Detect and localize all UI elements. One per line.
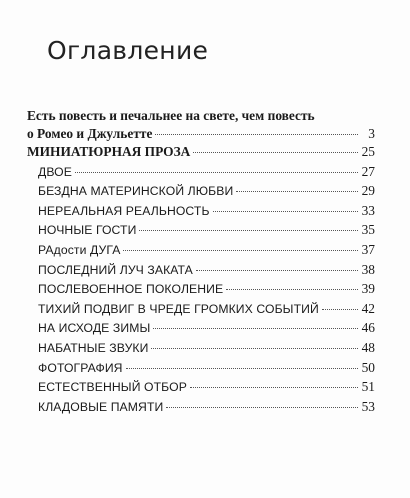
- toc-intro-page: 3: [368, 125, 375, 141]
- toc-entry-row: [27, 183, 375, 203]
- toc-entry-row: [27, 281, 375, 301]
- toc-entry-row: [27, 222, 375, 242]
- dot-leader: [213, 211, 358, 212]
- toc-entry-row: [27, 262, 375, 282]
- dot-leader: [193, 152, 358, 153]
- toc-entry-page: 27: [361, 163, 375, 179]
- dot-leader: [236, 191, 358, 192]
- toc-entry-label: НА ИСХОДЕ ЗИМЫ: [38, 321, 151, 336]
- toc-entry-label: НАБАТНЫЕ ЗВУКИ: [38, 340, 149, 355]
- dot-leader: [75, 172, 358, 173]
- toc-entry-row: [27, 399, 375, 419]
- dot-leader: [155, 134, 358, 135]
- toc-section-row: [27, 144, 375, 164]
- toc-entry-page: 39: [361, 281, 375, 297]
- toc-entry-label: ДВОЕ: [38, 164, 72, 179]
- toc-section-page: 25: [361, 144, 375, 159]
- table-of-contents: [27, 107, 375, 418]
- toc-entry-row: [27, 164, 375, 184]
- dot-leader: [153, 328, 358, 329]
- toc-intro-entry: [27, 107, 375, 142]
- toc-intro-row: [27, 125, 375, 143]
- toc-entry-page: 38: [361, 261, 375, 277]
- toc-entry-row: [27, 203, 375, 223]
- toc-intro-line1: Есть повесть и печальнее на свете, чем повесть: [27, 108, 315, 123]
- dot-leader: [196, 270, 358, 271]
- toc-entry-label: ЕСТЕСТВЕННЫЙ ОТБОР: [38, 380, 187, 395]
- toc-entry-label: ПОСЛЕДНИЙ ЛУЧ ЗАКАТА: [38, 262, 193, 277]
- toc-entry-label: ТИХИЙ ПОДВИГ В ЧРЕДЕ ГРОМКИХ СОБЫТИЙ: [38, 301, 319, 316]
- toc-entries-list: [27, 164, 375, 419]
- toc-intro-line2: о Ромео и Джульетте: [27, 125, 153, 141]
- toc-entry-label: ФОТОГРАФИЯ: [38, 360, 123, 375]
- dot-leader: [226, 289, 358, 290]
- toc-entry-page: 51: [361, 379, 375, 395]
- toc-entry-label: БЕЗДНА МАТЕРИНСКОЙ ЛЮБВИ: [38, 184, 234, 199]
- toc-entry-page: 48: [361, 339, 375, 355]
- dot-leader: [190, 387, 358, 388]
- toc-entry-label: НОЧНЫЕ ГОСТИ: [38, 223, 137, 238]
- toc-entry-page: 29: [361, 183, 375, 199]
- toc-entry-page: 50: [361, 359, 375, 375]
- toc-section-label: МИНИАТЮРНАЯ ПРОЗА: [27, 144, 191, 159]
- toc-entry-row: [27, 301, 375, 321]
- dot-leader: [139, 230, 358, 231]
- toc-entry-row: [27, 320, 375, 340]
- toc-entry-page: 33: [361, 202, 375, 218]
- toc-entry-page: 53: [361, 398, 375, 414]
- page-title: Оглавление: [47, 36, 209, 65]
- toc-entry-label: НЕРЕАЛЬНАЯ РЕАЛЬНОСТЬ: [38, 203, 210, 218]
- dot-leader: [151, 348, 358, 349]
- dot-leader: [126, 368, 358, 369]
- toc-entry-page: 35: [361, 222, 375, 238]
- dot-leader: [322, 309, 358, 310]
- toc-entry-row: [27, 379, 375, 399]
- toc-entry-row: [27, 360, 375, 380]
- toc-entry-label: РАдости ДУГА: [38, 242, 121, 257]
- toc-entry-row: [27, 340, 375, 360]
- toc-entry-page: 42: [361, 300, 375, 316]
- dot-leader: [123, 250, 358, 251]
- toc-entry-label: ПОСЛЕВОЕННОЕ ПОКОЛЕНИЕ: [38, 282, 224, 297]
- dot-leader: [166, 407, 358, 408]
- toc-entry-page: 37: [361, 241, 375, 257]
- toc-entry-label: КЛАДОВЫЕ ПАМЯТИ: [38, 399, 164, 414]
- toc-entry-row: [27, 242, 375, 262]
- toc-entry-page: 46: [361, 320, 375, 336]
